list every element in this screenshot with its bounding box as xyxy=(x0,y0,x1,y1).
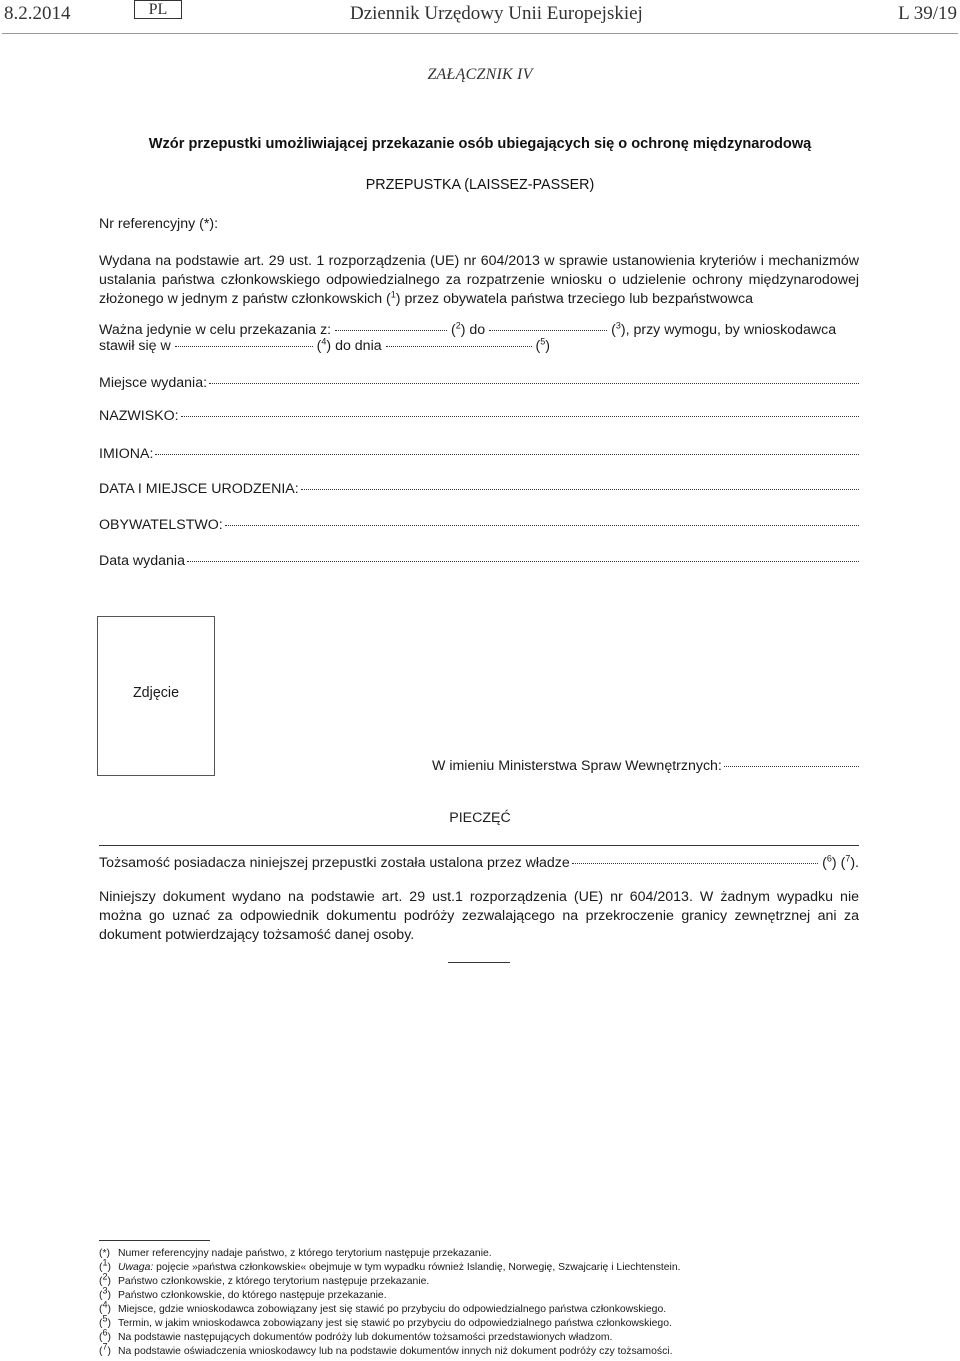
header-page-number: L 39/19 xyxy=(898,3,957,24)
footnote-item: ($^6$) Na podstawie następujących dokumentów podróży lub dokumentów tożsamości przedstawionych władzom. xyxy=(99,1327,613,1343)
footnote-ref-5: 5 xyxy=(540,336,546,347)
report-date-field[interactable] xyxy=(386,346,532,347)
header-language-box: PL xyxy=(134,0,182,19)
footnote-item: (*) Numer referencyjny nadaje państwo, z którego terytorium następuje przekazanie. xyxy=(99,1248,492,1259)
ministry-label: W imieniu Ministerstwa Spraw Wewnętrznych: xyxy=(432,758,722,774)
document-subtitle: PRZEPUSTKA (LAISSEZ-PASSER) xyxy=(365,177,595,193)
validity-line-1: Ważna jedynie w celu przekazania z: ($^2$) do ($^3$), przy wymogu, by wnioskodawca xyxy=(99,320,837,338)
report-place-label: stawił się w xyxy=(99,338,171,354)
header-divider xyxy=(2,33,958,34)
footnote-ref-3: 3 xyxy=(615,320,621,331)
issued-basis-text: Wydana na podstawie art. 29 ust. 1 rozporządzenia (UE) nr 604/2013 w sprawie ustanowienia kryteriów i mechanizmów ustalania państwa członkowskiego odpowiedzialnego za rozpatrzenie wniosku o udzielenie ochrony międzynarodowej złożonego w jednym z państw członkowskich xyxy=(99,253,859,307)
surname-row xyxy=(99,407,859,426)
footnote-ref-7: 7 xyxy=(845,853,851,864)
birth-row xyxy=(99,480,859,499)
ministry-signature-field[interactable] xyxy=(724,766,859,767)
photo-label: Zdjęcie xyxy=(132,685,180,701)
report-place-field[interactable] xyxy=(175,346,313,347)
validity-from-field[interactable] xyxy=(335,330,447,331)
footnote-item: ($^5$) Termin, w jakim wnioskodawca zobowiązany jest się stawić po przybyciu do odpowiedzialnego państwa członkowskiego. xyxy=(99,1313,672,1329)
identity-text: Tożsamość posiadacza niniejszej przepustki została ustalona przez władze xyxy=(99,855,570,871)
validity-to-field[interactable] xyxy=(489,330,607,331)
footnote-ref-1: 1 xyxy=(390,289,396,300)
issue-date-row xyxy=(99,552,859,571)
issued-basis-paragraph: Wydana na podstawie art. 29 ust. 1 rozporządzenia (UE) nr 604/2013 w sprawie ustanowienia kryteriów i mechanizmów ustalania państwa członkowskiego odpowiedzialnego za rozpatrzenie wniosku o udzielenie ochrony międzynarodowej złożonego w jednym z państw członkowskich ($^1$) przez obywatela państwa trzeciego lub bezpaństwowca xyxy=(99,253,859,307)
ministry-row xyxy=(432,757,859,776)
issue-date-field[interactable] xyxy=(187,561,859,562)
place-of-issue-label: Miejsce wydania: xyxy=(99,375,208,391)
footnote-item: ($^4$) Miejsce, gdzie wnioskodawca zobowiązany jest się stawić po przybyciu do odpowiedzialnego państwa członkowskiego. xyxy=(99,1299,667,1315)
end-of-document-rule xyxy=(448,962,510,963)
validity-from-label: Ważna jedynie w celu przekazania z: xyxy=(99,322,332,338)
birth-label: DATA I MIEJSCE URODZENIA: xyxy=(99,481,299,497)
section-divider xyxy=(99,845,859,846)
nationality-label: OBYWATELSTWO: xyxy=(99,517,223,533)
footnote-ref-6: 6 xyxy=(826,853,832,864)
page-header xyxy=(0,0,960,34)
identity-row xyxy=(99,854,859,873)
nationality-field[interactable] xyxy=(225,525,859,526)
forenames-label: IMIONA: xyxy=(99,446,154,462)
validity-line-2: stawił się w ($^4$) do dnia ($^5$) xyxy=(99,336,550,354)
place-of-issue-row xyxy=(99,374,859,393)
surname-field[interactable] xyxy=(181,416,859,417)
document-title: Wzór przepustki umożliwiającej przekazanie osób ubiegających się o ochronę międzynarodową xyxy=(148,136,812,152)
surname-label: NAZWISKO: xyxy=(99,408,179,424)
footnote-item: ($^7$) Na podstawie oświadczenia wnioskodawcy lub na podstawie dokumentów innych niż dokument podróży czy tożsamości. xyxy=(99,1341,673,1357)
forenames-field[interactable] xyxy=(155,454,859,455)
footnote-item: ($^3$) Państwo członkowskie, do którego następuje przekazanie. xyxy=(99,1285,387,1301)
footnote-ref-4: 4 xyxy=(321,336,327,347)
reference-number-label: Nr referencyjny (*): xyxy=(99,216,219,232)
identity-footnote-refs: ($^6$) ($^7$). xyxy=(818,853,859,871)
photo-box[interactable] xyxy=(97,616,215,776)
forenames-row xyxy=(99,445,859,464)
identity-field[interactable] xyxy=(572,863,818,864)
closing-paragraph: Niniejszy dokument wydano na podstawie art. 29 ust.1 rozporządzenia (UE) nr 604/2013. W żadnym wypadku nie można go uznać za odpowiednik dokumentu podróży zezwalającego na przekroczenie granicy zewnętrznej ani za dokument potwierdzający tożsamość danej osoby. xyxy=(99,889,859,943)
birth-field[interactable] xyxy=(301,489,859,490)
report-date-label: do dnia xyxy=(335,338,382,354)
footnote-ref-2: 2 xyxy=(455,320,461,331)
issue-date-label: Data wydania xyxy=(99,553,185,569)
validity-to-label: do xyxy=(469,322,486,338)
footnote-separator xyxy=(99,1240,210,1241)
issued-basis-tail: przez obywatela państwa trzeciego lub bezpaństwowca xyxy=(404,291,754,307)
annex-heading: ZAŁĄCZNIK IV xyxy=(427,66,533,83)
validity-condition-text: , przy wymogu, by wnioskodawca xyxy=(625,322,837,338)
footnote-item: ($^1$) Uwaga: pojęcie »państwa członkowskie« obejmuje w tym wypadku również Islandię, Norwegię, Szwajcarię i Liechtenstein. xyxy=(99,1257,681,1273)
nationality-row xyxy=(99,516,859,535)
place-of-issue-field[interactable] xyxy=(209,383,859,384)
header-journal-title: Dziennik Urzędowy Unii Europejskiej xyxy=(350,3,643,24)
header-date: 8.2.2014 xyxy=(4,3,71,24)
footnote-item: ($^2$) Państwo członkowskie, z którego terytorium następuje przekazanie. xyxy=(99,1271,430,1287)
footnotes-list xyxy=(99,1247,859,1359)
stamp-label: PIECZĘĆ xyxy=(449,810,511,826)
